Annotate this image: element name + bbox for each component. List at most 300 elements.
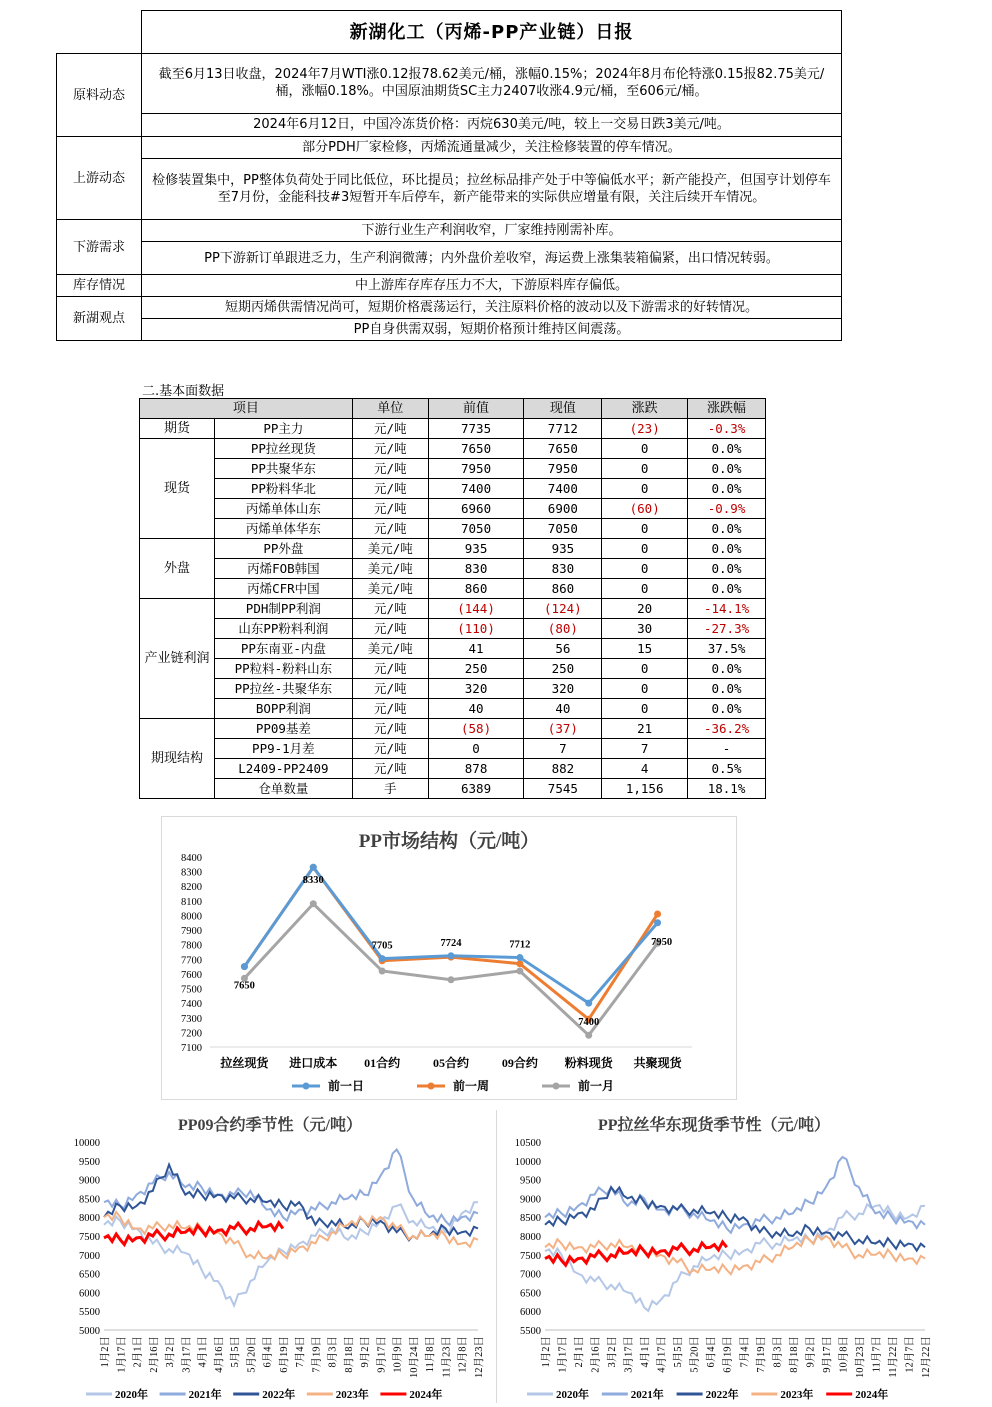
table-cell: -14.1% [688,599,766,619]
x-tick-label: 1月17日 [116,1336,128,1373]
pp-raffia-seasonal-chart [496,1110,931,1403]
table-cell: 0.0% [688,559,766,579]
table-cell: 935 [428,539,524,559]
series-line [104,1150,478,1226]
x-tick-label: 拉丝现货 [220,1056,269,1070]
table-cell: L2409-PP2409 [214,759,352,779]
data-label: 7950 [651,936,673,948]
x-tick-label: 4月1日 [197,1336,209,1368]
table-cell: 元/吨 [352,759,428,779]
y-tick-label: 9000 [520,1194,541,1206]
table-cell: 0.0% [688,539,766,559]
x-tick-label: 10月9日 [392,1336,404,1373]
x-tick-label: 2月16日 [590,1336,602,1373]
x-tick-label: 9月17日 [821,1336,833,1373]
table-cell: 40 [428,699,524,719]
table-cell: -36.2% [688,719,766,739]
table-cell: 0.0% [688,679,766,699]
x-tick-label: 3月2日 [165,1336,177,1368]
table-cell: 0.0% [688,479,766,499]
table-cell: (124) [524,599,602,619]
table-cell: 手 [352,779,428,799]
table-cell: 美元/吨 [352,639,428,659]
y-tick-label: 5000 [79,1326,100,1337]
x-tick-label: 8月3日 [327,1336,339,1368]
series-line [545,1157,925,1233]
table-cell: 0.0% [688,519,766,539]
table-cell: 41 [428,639,524,659]
table-cell: 878 [428,759,524,779]
legend-label: 2020年 [556,1389,589,1401]
table-cell: 37.5% [688,639,766,659]
table-cell: 882 [524,759,602,779]
table-row [140,559,766,579]
x-tick-label: 09合约 [501,1056,538,1070]
table-cell: PP09基差 [214,719,352,739]
y-tick-label: 7300 [181,1013,202,1025]
fundamentals-table [139,398,766,799]
table-cell: 860 [524,579,602,599]
table-cell: (110) [428,619,524,639]
table-cell: 元/吨 [352,719,428,739]
table-cell: 0.0% [688,459,766,479]
report-table [56,10,842,341]
y-tick-label: 7400 [181,999,202,1011]
table-cell: 830 [524,559,602,579]
view-label: 新湖观点 [57,297,142,341]
header-cell: 涨跌幅 [688,399,766,419]
report-title: 新湖化工（丙烯-PP产业链）日报 [142,11,842,54]
table-cell: 元/吨 [352,599,428,619]
table-row [140,679,766,699]
data-label: 7724 [440,937,462,949]
table-row [140,599,766,619]
y-tick-label: 7900 [181,926,202,938]
y-tick-label: 5500 [79,1307,100,1319]
table-cell: 7650 [428,439,524,459]
legend-marker [428,1083,435,1090]
up-label: 上游动态 [57,137,142,220]
table-cell: 7950 [524,459,602,479]
x-tick-label: 4月16日 [213,1336,225,1373]
x-tick-label: 10月24日 [408,1336,420,1378]
header-cell: 现值 [524,399,602,419]
x-tick-label: 4月1日 [640,1336,652,1368]
x-tick-label: 3月17日 [623,1336,635,1373]
legend-label: 前一日 [328,1079,365,1093]
y-tick-label: 10500 [514,1138,541,1149]
table-cell: 7950 [428,459,524,479]
series-point [654,919,661,926]
legend-marker [553,1083,560,1090]
data-label: 8330 [302,875,324,887]
table-cell: 18.1% [688,779,766,799]
table-cell: 860 [428,579,524,599]
y-tick-label: 10000 [514,1156,541,1168]
table-cell: 0 [602,439,688,459]
y-tick-label: 9500 [79,1156,100,1168]
x-tick-label: 3月2日 [607,1336,619,1368]
legend-label: 2024年 [855,1389,889,1401]
series-point [585,1000,592,1007]
table-row [140,579,766,599]
down-line1: 下游行业生产利润收窄，厂家维持刚需补库。 [142,220,842,242]
x-tick-label: 1月2日 [541,1336,552,1368]
chart-title: PP市场结构（元/吨） [358,831,540,852]
table-cell: 0 [602,559,688,579]
table-cell: 20 [602,599,688,619]
table-cell: 0 [602,579,688,599]
x-tick-label: 3月17日 [181,1336,193,1373]
x-tick-label: 9月17日 [376,1336,388,1373]
x-tick-label: 共聚现货 [633,1056,682,1070]
y-tick-label: 7200 [181,1028,202,1040]
series-point [379,968,386,975]
table-cell: 丙烯FOB韩国 [214,559,352,579]
table-cell: 7400 [428,479,524,499]
y-tick-label: 9000 [79,1175,100,1187]
table-cell: 4 [602,759,688,779]
up-line2: 检修装置集中，PP整体负荷处于同比低位，环比提员；拉丝标品排产处于中等偏低水平；新产能投产，但国亨计划停车至7月份，金能科技#3短暂开车后停车，新产能带来的实际供应增量有限，关注后续开车情况。 [142,159,842,220]
table-cell: 40 [524,699,602,719]
x-tick-label: 9月2日 [805,1336,817,1368]
table-cell: 美元/吨 [352,539,428,559]
table-cell: 0.0% [688,699,766,719]
table-cell: 320 [428,679,524,699]
data-label: 7650 [233,980,255,992]
series-point [516,954,523,961]
y-tick-label: 8000 [520,1232,541,1243]
x-tick-label: 11月8日 [425,1336,437,1373]
x-tick-label: 进口成本 [289,1056,338,1070]
table-cell: 0 [602,659,688,679]
x-tick-label: 5月20日 [246,1336,258,1373]
x-tick-label: 12月7日 [904,1336,916,1373]
table-cell: 7545 [524,779,602,799]
legend-label: 2021年 [188,1389,222,1401]
chart-title: PP拉丝华东现货季节性（元/吨） [598,1117,830,1134]
x-tick-label: 粉料现货 [564,1056,613,1070]
y-tick-label: 8500 [520,1213,541,1225]
series-point [516,960,523,967]
table-cell: 7050 [428,519,524,539]
series-point [448,952,455,959]
x-tick-label: 11月7日 [871,1336,883,1373]
table-cell: 元/吨 [352,459,428,479]
category-cell: 外盘 [140,539,215,599]
legend-label: 2021年 [630,1389,664,1401]
table-cell: PP粉料华北 [214,479,352,499]
table-cell: (144) [428,599,524,619]
market-structure-svg [162,817,736,1099]
table-cell: 0.5% [688,759,766,779]
table-cell: (58) [428,719,524,739]
header-cell: 单位 [352,399,428,419]
table-cell: 丙烯单体山东 [214,499,352,519]
y-tick-label: 7000 [79,1250,100,1262]
x-tick-label: 01合约 [364,1056,401,1070]
table-row [140,539,766,559]
up-line1: 部分PDH厂家检修，丙烯流通量减少，关注检修装置的停车情况。 [142,137,842,159]
series-point [585,1032,592,1039]
table-row [140,619,766,639]
table-cell: 0 [602,479,688,499]
table-cell: 7050 [524,519,602,539]
legend-label: 2020年 [115,1389,148,1401]
table-cell: 元/吨 [352,419,428,439]
category-cell: 期现结构 [140,719,215,799]
table-row [140,519,766,539]
chart-title: PP09合约季节性（元/吨） [178,1117,362,1134]
x-tick-label: 1月2日 [100,1336,111,1368]
table-cell: 250 [524,659,602,679]
legend-label: 2023年 [335,1389,369,1401]
raw-line1: 截至6月13日收盘，2024年7月WTI涨0.12报78.62美元/桶，涨幅0.15%；2024年8月布伦特涨0.15报82.75美元/桶，涨幅0.18%。中国原油期货SC主力2407收涨4.9元/桶，至606元/桶。 [142,54,842,114]
x-tick-label: 12月22日 [921,1336,931,1378]
down-line2: PP下游新订单跟进乏力，生产利润微薄；内外盘价差收窄，海运费上涨集装箱偏紧，出口情况转弱。 [142,242,842,275]
table-cell: PP拉丝现货 [214,439,352,459]
x-tick-label: 6月4日 [706,1336,718,1368]
data-label: 7705 [371,940,393,952]
table-cell: 元/吨 [352,659,428,679]
table-cell: 935 [524,539,602,559]
table-cell: 7 [524,739,602,759]
y-tick-label: 6500 [79,1269,100,1281]
table-cell: 7735 [428,419,524,439]
y-tick-label: 7500 [520,1250,541,1262]
table-row [140,459,766,479]
y-tick-label: 8300 [181,867,202,879]
table-cell: -27.3% [688,619,766,639]
x-tick-label: 6月4日 [262,1336,274,1368]
table-row [140,499,766,519]
series-point [310,864,317,871]
x-tick-label: 05合约 [432,1056,470,1070]
y-tick-label: 9500 [520,1175,541,1187]
y-tick-label: 7100 [181,1043,202,1054]
table-cell: 0 [602,459,688,479]
table-row [140,639,766,659]
header-cell: 前值 [428,399,524,419]
table-header [140,399,766,419]
table-cell: (80) [524,619,602,639]
table-cell: 6389 [428,779,524,799]
table-row [140,439,766,459]
table-row [140,779,766,799]
pp09-seasonal-chart [56,1110,484,1403]
table-cell: 元/吨 [352,439,428,459]
category-cell: 现货 [140,439,215,539]
table-cell: 0 [602,539,688,559]
table-cell: 山东PP粉料利润 [214,619,352,639]
table-cell: PDH制PP利润 [214,599,352,619]
x-tick-label: 7月4日 [739,1336,751,1368]
legend-label: 前一月 [578,1079,615,1093]
x-tick-label: 11月23日 [441,1336,453,1378]
legend-marker [303,1083,310,1090]
table-cell: 仓单数量 [214,779,352,799]
table-cell: 6900 [524,499,602,519]
table-cell: 56 [524,639,602,659]
table-cell: (23) [602,419,688,439]
y-tick-label: 7000 [520,1269,541,1281]
table-cell: 30 [602,619,688,639]
table-cell: 元/吨 [352,699,428,719]
table-cell: 元/吨 [352,519,428,539]
table-row [140,419,766,439]
table-cell: 7650 [524,439,602,459]
y-tick-label: 8500 [79,1194,100,1206]
table-cell: 21 [602,719,688,739]
table-row [140,699,766,719]
y-tick-label: 7800 [181,940,202,952]
x-tick-label: 7月19日 [755,1336,767,1373]
data-label: 7712 [509,939,531,951]
table-row [140,759,766,779]
table-cell: PP9-1月差 [214,739,352,759]
raw-line2: 2024年6月12日，中国冷冻货价格：丙烷630美元/吨，较上一交易日跌3美元/吨。 [142,113,842,136]
section-title: 二.基本面数据 [142,384,225,399]
table-cell: 1,156 [602,779,688,799]
x-tick-label: 4月17日 [656,1336,668,1373]
table-cell: 830 [428,559,524,579]
series-point [448,976,455,983]
table-cell: 0.0% [688,579,766,599]
y-tick-label: 7600 [181,969,202,981]
y-tick-label: 6000 [79,1288,100,1300]
y-tick-label: 6000 [520,1307,541,1319]
table-cell: 0.0% [688,439,766,459]
table-cell: 7400 [524,479,602,499]
table-cell: 元/吨 [352,619,428,639]
x-tick-label: 2月1日 [574,1336,586,1368]
raw-label: 原料动态 [57,54,142,137]
x-tick-label: 2月1日 [132,1336,144,1368]
x-tick-label: 6月19日 [722,1336,734,1373]
table-cell: PP拉丝-共聚华东 [214,679,352,699]
table-row [140,719,766,739]
table-cell: 7712 [524,419,602,439]
series-point [310,900,317,907]
table-cell: 320 [524,679,602,699]
table-cell: 元/吨 [352,679,428,699]
x-tick-label: 10月8日 [838,1336,850,1373]
table-cell: (60) [602,499,688,519]
table-cell: 0.0% [688,659,766,679]
series-point [516,968,523,975]
table-cell: - [688,739,766,759]
x-tick-label: 8月18日 [788,1336,800,1373]
x-tick-label: 5月5日 [673,1336,685,1368]
market-structure-chart [161,816,737,1100]
y-tick-label: 5500 [520,1326,541,1337]
y-tick-label: 8000 [79,1213,100,1225]
inv-label: 库存情况 [57,275,142,297]
legend-label: 前一周 [453,1079,490,1093]
y-tick-label: 8100 [181,896,202,908]
table-cell: 0 [602,679,688,699]
table-cell: -0.3% [688,419,766,439]
table-row [140,479,766,499]
table-cell: 0 [428,739,524,759]
x-tick-label: 12月23日 [474,1336,484,1378]
table-cell: 15 [602,639,688,659]
legend-label: 2022年 [705,1389,739,1401]
table-cell: 250 [428,659,524,679]
category-cell: 期货 [140,419,215,439]
x-tick-label: 9月2日 [360,1336,372,1368]
header-cell: 项目 [140,399,353,419]
table-cell: 元/吨 [352,739,428,759]
data-label: 7400 [578,1017,600,1029]
view-line1: 短期丙烯供需情况尚可，短期价格震荡运行，关注原料价格的波动以及下游需求的好转情况。 [142,297,842,319]
table-cell: -0.9% [688,499,766,519]
pp-raffia-seasonal-svg [497,1110,931,1403]
series-line [244,904,657,1036]
legend-label: 2023年 [780,1389,814,1401]
view-line2: PP自身供需双弱，短期价格预计维持区间震荡。 [142,319,842,341]
table-cell: PP东南亚-内盘 [214,639,352,659]
table-cell: 丙烯单体华东 [214,519,352,539]
table-cell: 0 [602,699,688,719]
series-point [379,955,386,962]
x-tick-label: 1月17日 [557,1336,569,1373]
y-tick-label: 7700 [181,955,202,967]
x-tick-label: 5月20日 [689,1336,701,1373]
series-point [241,963,248,970]
y-tick-label: 8200 [181,882,202,894]
series-point [654,911,661,918]
table-cell: 0 [602,519,688,539]
table-cell: 丙烯CFR中国 [214,579,352,599]
table-cell: 美元/吨 [352,579,428,599]
table-cell: 7 [602,739,688,759]
inv-line1: 中上游库存库存压力不大，下游原料库存偏低。 [142,275,842,297]
series-line [104,1202,478,1305]
x-tick-label: 12月8日 [457,1336,469,1373]
y-tick-label: 8000 [181,911,202,923]
x-tick-label: 2月16日 [148,1336,160,1373]
table-cell: 美元/吨 [352,559,428,579]
table-cell: PP粒料-粉料山东 [214,659,352,679]
y-tick-label: 10000 [73,1138,100,1149]
x-tick-label: 6月19日 [278,1336,290,1373]
pp09-seasonal-svg [56,1110,484,1403]
table-cell: 元/吨 [352,499,428,519]
y-tick-label: 8400 [181,853,202,864]
y-tick-label: 6500 [520,1288,541,1300]
category-cell: 产业链利润 [140,599,215,719]
legend-label: 2024年 [409,1389,443,1401]
table-cell: 元/吨 [352,479,428,499]
series-line [545,1204,925,1310]
table-row [140,739,766,759]
y-tick-label: 7500 [79,1232,100,1243]
x-tick-label: 8月18日 [343,1336,355,1373]
legend-label: 2022年 [262,1389,296,1401]
table-cell: 6960 [428,499,524,519]
table-cell: PP共聚华东 [214,459,352,479]
x-tick-label: 7月4日 [295,1336,307,1368]
table-row [140,659,766,679]
x-tick-label: 8月3日 [772,1336,784,1368]
table-cell: PP外盘 [214,539,352,559]
table-cell: BOPP利润 [214,699,352,719]
table-cell: (37) [524,719,602,739]
y-tick-label: 7500 [181,984,202,996]
table-cell: PP主力 [214,419,352,439]
x-tick-label: 7月19日 [311,1336,323,1373]
